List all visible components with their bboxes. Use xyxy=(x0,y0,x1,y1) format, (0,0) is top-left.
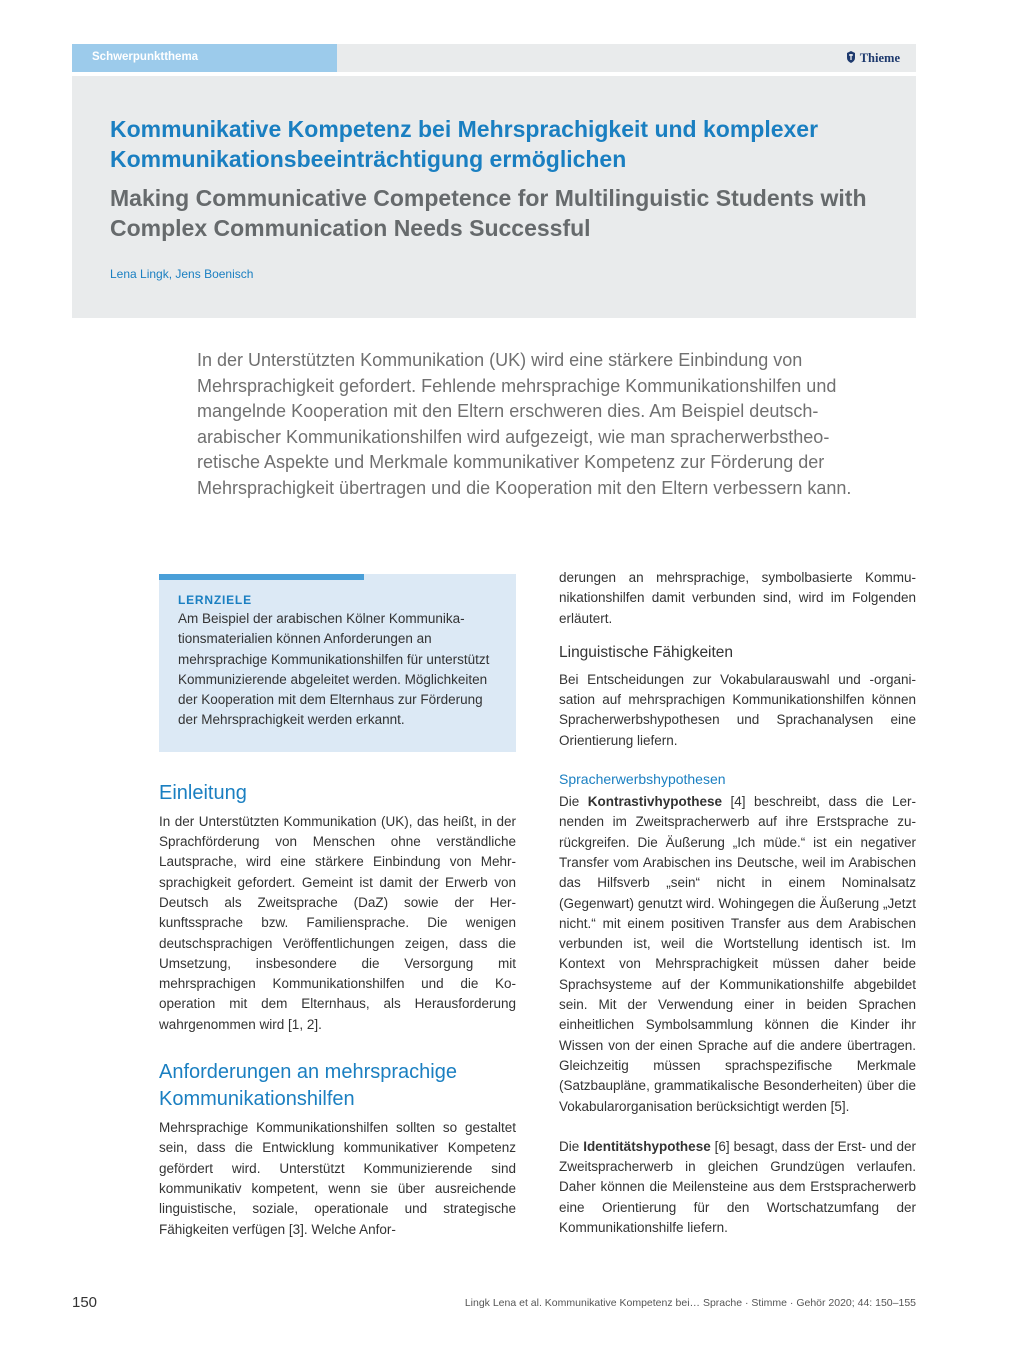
header-bar xyxy=(72,44,916,72)
requirements-paragraph: Mehrsprachige Kommunikationshilfen sollten so gestaltet sein, dass die Entwicklung kommunikativer Kompetenz gefördert wird. Unterstützt Kommunizierende sind kommunikativ kompetent, wenn sie über ausreichende linguistische, soziale, operationale und strategische Fähigkeiten verfügen [3]. Welche Anfor- xyxy=(159,1120,516,1237)
contrastive-hypothesis-paragraph xyxy=(559,792,916,1117)
subsubsection-heading-hypotheses: Spracherwerbshypothesen xyxy=(559,771,726,788)
thieme-emblem-icon xyxy=(846,51,856,63)
requirements-paragraph-continued: derungen an mehrsprachige, symbolbasierte Kommunikationshilfen damit verbunden sind, wird im Folgenden erläutert. xyxy=(559,570,916,626)
goals-heading: LERNZIELE xyxy=(178,593,252,607)
author-list: Lena Lingk, Jens Boenisch xyxy=(110,267,254,281)
section-tab xyxy=(72,44,337,72)
footer-citation: Lingk Lena et al. Kommunikative Kompetenz bei… Sprache · Stimme · Gehör 2020; 44: 150–155 xyxy=(464,1297,916,1309)
identity-hypothesis-paragraph xyxy=(559,1137,916,1238)
paragraph-lead: Die xyxy=(559,794,588,810)
title-box xyxy=(72,76,916,318)
section-label: Schwerpunktthema xyxy=(92,51,199,63)
learning-goals-box xyxy=(159,574,516,752)
abstract: In der Unterstützten Kommunikation (UK) wird eine stärkere Einbindung von Mehrsprachigkeit gefordert. Fehlende mehrsprachige Kommunikationshilfen und mangelnde Kooperation mit den Eltern erschweren dies. Am Beispiel deutsch-arabischer Kommunikationshilfen wird aufgezeigt, wie man spracherwerbstheoretische Aspekte und Merkmale kommunikativer Kompetenz zur Förderung der Mehrsprachigkeit übertragen und die Kooperation mit den Eltern verbessern kann. xyxy=(197,350,852,498)
term-kontrastivhypothese: Kontrastivhypothese xyxy=(587,794,723,810)
term-identitaetshypothese: Identitätshypothese xyxy=(583,1138,711,1154)
goals-text: Am Beispiel der arabischen Kölner Kommunikationsmaterialien können Anforderungen an mehrsprachige Kommunikationshilfen für unterstützt Kommunizierende abgeleitet werden. Möglichkeiten der Kooperation mit dem Elternhaus zur Förderung der Mehrsprachigkeit werden erkannt. xyxy=(178,611,490,728)
paragraph-lead: Die xyxy=(559,1138,584,1154)
subsection-heading-linguistic: Linguistische Fähigkeiten xyxy=(559,643,734,661)
article-title-german: Kommunikative Kompetenz bei Mehrsprachigkeit und komplexer Kommunikationsbeeinträchtigung ermöglichen xyxy=(110,116,819,172)
publisher-name: Thieme xyxy=(859,51,900,65)
left-column xyxy=(159,568,516,1240)
right-column xyxy=(559,568,916,1238)
section-heading-requirements: Anforderungen an mehrsprachige Kommunikationshilfen xyxy=(159,1061,457,1111)
paragraph-body: [6] besagt, dass der Erst- und der Zweitspracherwerb in gleichen Grundzügen verlaufen. Daher können die Meilensteine aus dem Erstspracherwerb eine Orientierung für den Wortschatzumfang der Kommunikationshilfe liefern. xyxy=(559,1138,917,1236)
page-number: 150 xyxy=(72,1294,98,1311)
linguistic-paragraph: Bei Entscheidungen zur Vokabularauswahl und -organisation auf mehrsprachigen Kommunikationshilfen können Spracherwerbshypothesen und Sprachanalysen eine Orientierung liefern. xyxy=(559,671,916,748)
introduction-paragraph: In der Unterstützten Kommunikation (UK), das heißt, in der Sprachförderung von Menschen ohne verständliche Lautsprache, wird eine stärkere Einbindung von Mehrsprachigkeit gefordert. Gemeint ist damit der Erwerb von Deutsch als Zweitsprache (DaZ) sowie der Herkunftssprache bzw. Familiensprache. Die wenigen deutschsprachigen Veröffentlichungen zeigen, dass die Umsetzung, insbesondere die Versorgung mit mehrsprachigen Kommunikationshilfen und die Kooperation mit dem Elternhaus, als Herausforderung wahrgenommen wird [1, 2]. xyxy=(159,813,516,1032)
paragraph-body: [4] beschreibt, dass die Lernenden im Zweitspracherwerb auf ihre Erstsprache zurückgreifen. Die Äußerung „Ich müde.“ ist ein negativer Transfer vom Arabischen ins Deutsche, weil im Arabischen das Hilfsverb „sein“ nicht in einem Nominalsatz (Gegenwart) genutzt wird. Wohingegen die Äußerung „Jetzt nicht.“ mit einem positiven Transfer aus dem Arabischen verbunden ist, weil die Wortstellung identisch ist. Im Kontext von Mehrsprachigkeit müssen daher beide Sprachsysteme auf der Kommunikationshilfe abgebildet sein. Mit der Verwendung einer in beiden Sprachen einheitlichen Symbolsammlung können die Kinder ihr Wissen von der einen Sprache auf die andere übertragen. Gleichzeitig müssen sprachspezifische Merkmale (Satzbaupläne, grammatikalische Besonderheiten) über die Vokabularorganisation berücksichtigt werden [5]. xyxy=(559,794,916,1114)
goals-accent-bar xyxy=(159,574,364,580)
section-heading-introduction: Einleitung xyxy=(159,781,247,804)
publisher-logo xyxy=(846,51,900,66)
article-title-english: Making Communicative Competence for Multilinguistic Students with Complex Communication Needs Successful xyxy=(110,185,867,241)
